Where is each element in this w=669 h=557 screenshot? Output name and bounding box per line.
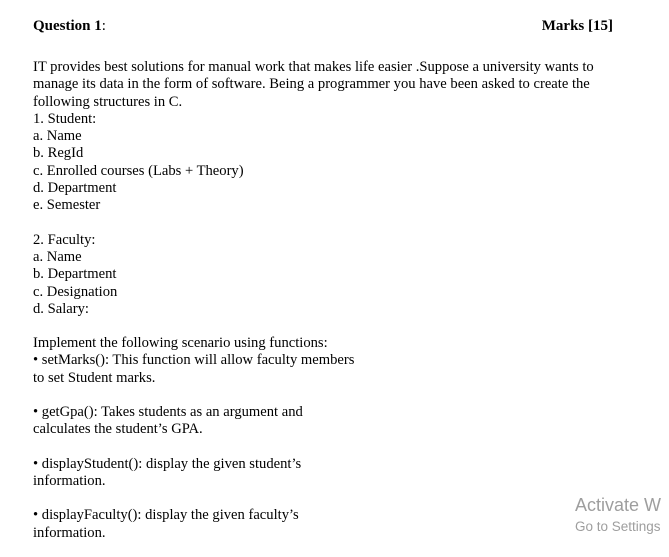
- function-description-continued: information.: [33, 472, 106, 489]
- function-description: setMarks(): This function will allow faculty members: [41, 352, 355, 369]
- spacer: [33, 387, 623, 404]
- intro-line: manage its data in the form of software. Being a programmer you have been asked to create the: [33, 76, 590, 93]
- question-colon: :: [101, 18, 106, 34]
- question-header: [33, 18, 613, 38]
- function-item-getgpa: [33, 404, 623, 421]
- question-number: Question 1: [33, 18, 102, 34]
- bullet-icon: •: [33, 455, 39, 472]
- function-item-displayfaculty: [33, 507, 623, 524]
- watermark-subtitle: Go to Settings: [575, 519, 661, 534]
- function-description-continued: calculates the student’s GPA.: [33, 421, 203, 438]
- question-body: [33, 59, 623, 542]
- spacer: [33, 318, 623, 335]
- function-description: displayStudent(): display the given student’s: [41, 455, 302, 472]
- student-field: b. RegId: [33, 145, 84, 162]
- intro-line: IT provides best solutions for manual work that makes life easier .Suppose a university wants to: [33, 59, 594, 75]
- faculty-field: d. Salary:: [33, 300, 89, 317]
- student-heading: 1. Student:: [33, 110, 97, 127]
- faculty-field: a. Name: [33, 248, 82, 265]
- spacer: [33, 215, 623, 232]
- spacer: [33, 490, 623, 507]
- student-field: e. Semester: [33, 197, 101, 214]
- function-description: getGpa(): Takes students as an argument and: [41, 404, 303, 421]
- faculty-field: b. Department: [33, 266, 117, 283]
- activation-watermark: [575, 493, 661, 537]
- function-description: displayFaculty(): display the given faculty’s: [41, 507, 299, 524]
- function-description-continued: information.: [33, 524, 106, 541]
- question-label: [33, 18, 106, 35]
- student-field: c. Enrolled courses (Labs + Theory): [33, 162, 244, 179]
- marks-label: Marks [15]: [541, 18, 613, 34]
- bullet-icon: •: [33, 352, 39, 369]
- bullet-icon: •: [33, 507, 39, 524]
- intro-line: following structures in C.: [33, 93, 183, 110]
- faculty-field: c. Designation: [33, 283, 118, 300]
- student-field: d. Department: [33, 180, 117, 197]
- function-item-setmarks: [33, 352, 623, 369]
- faculty-heading: 2. Faculty:: [33, 231, 96, 248]
- watermark-title: Activate W: [575, 495, 662, 515]
- bullet-icon: •: [33, 404, 39, 421]
- spacer: [33, 439, 623, 456]
- scenario-heading: Implement the following scenario using functions:: [33, 335, 328, 352]
- student-field: a. Name: [33, 128, 82, 145]
- function-description-continued: to set Student marks.: [33, 369, 156, 386]
- function-item-displaystudent: [33, 456, 623, 473]
